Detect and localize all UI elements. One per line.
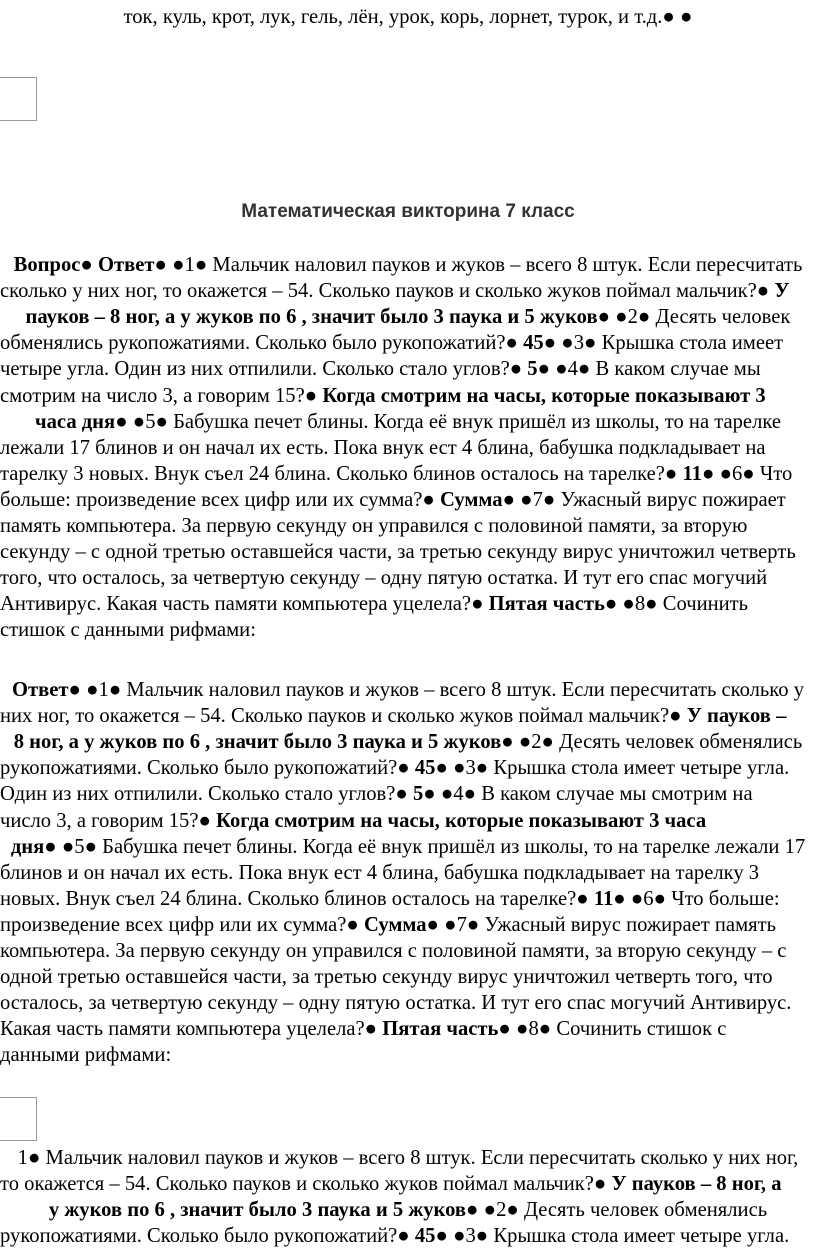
text-line (0, 513, 816, 539)
answer-text: часа дня● (35, 410, 128, 433)
text-line (0, 591, 816, 617)
answer-text: пауков – 8 ног, а у жуков по 6 , значит было 3 паука и 5 жуков● (25, 306, 611, 329)
answer-text: Сумма● (434, 488, 516, 511)
question-text: секунду – с одной третью оставшейся части, за третью секунду вирус уничтожил четверть (0, 541, 796, 564)
text-line (0, 938, 816, 964)
rhyme-list-line: ток, куль, крот, лук, гель, лён, урок, корь, лорнет, турок, и т.д.● ● (123, 6, 693, 28)
question-text: ●5● Бабушка печет блины. Когда её внук пришёл из школы, то на тарелке (127, 410, 781, 433)
question-text: компьютера. За первую секунду он управился с половиной памяти, за вторую секунду – с (0, 940, 787, 962)
question-text: 1● Мальчик наловил пауков и жуков – всего 8 штук. Если пересчитать сколько у них ног, (17, 1147, 799, 1169)
text-line (0, 677, 816, 703)
question-text: ●7● Ужасный вирус пожирает (515, 488, 786, 511)
question-text: рукопожатиями. Сколько было рукопожатий?● (0, 1225, 410, 1248)
question-text: больше: произведение всех цифр или их сумма?● (0, 488, 435, 511)
question-text: ●3● Крышка стола имеет четыре угла. (447, 1225, 790, 1248)
empty-image-placeholder (0, 77, 37, 121)
question-text: ●6● Что (714, 462, 793, 485)
question-text: обменялись рукопожатиями. Сколько было рукопожатий?● (0, 332, 518, 355)
text-line (0, 1171, 816, 1197)
answer-text: У пауков – 8 ног, а (606, 1173, 782, 1196)
empty-image-placeholder-2 (0, 1097, 37, 1141)
question-text: ●7● Ужасный вирус пожирает память (439, 913, 776, 936)
question-text: ●1● Мальчик наловил пауков и жуков – всего 8 штук. Если пересчитать сколько у (80, 679, 804, 701)
text-line (0, 1197, 816, 1223)
text-line (0, 1145, 816, 1171)
text-line (0, 487, 816, 513)
question-text: ●2● Десять человек обменялись (478, 1199, 768, 1222)
page-title: Математическая викторина 7 класс (241, 201, 575, 222)
answer-text: Ответ● (11, 679, 81, 701)
text-line (0, 278, 816, 304)
text-line (0, 912, 816, 938)
text-line (0, 304, 816, 330)
question-text: того, что осталось, за четвертую секунду – одну пятую остатка. И тут его спас могучий (0, 567, 768, 590)
text-line (0, 252, 816, 278)
text-line (0, 539, 816, 565)
text-line (0, 834, 816, 860)
answer-text: 45● (517, 332, 557, 355)
answer-text: У пауков – (681, 705, 787, 728)
answer-text: дня● (10, 835, 57, 858)
question-text: произведение всех цифр или их сумма?● (0, 913, 359, 936)
answer-text: у жуков по 6 , значит было 3 паука и 5 жуков● (48, 1199, 479, 1222)
question-text: тарелку 3 новых. Внук съел 24 блина. Сколько блинов осталось на тарелке?● (0, 462, 678, 485)
text-line (0, 964, 816, 990)
question-text: ●2● Десять человек обменялись (513, 731, 803, 754)
answer-text: 5● (522, 358, 551, 381)
answer-text: Вопрос● Ответ● (13, 254, 167, 276)
text-line (0, 1042, 816, 1068)
answer-text: Когда смотрим на часы, которые показывают 3 (317, 384, 766, 407)
answer-text: 45● (409, 1225, 448, 1248)
answer-text: 8 ног, а у жуков по 6 , значит было 3 паука и 5 жуков● (13, 731, 514, 754)
answer-text: 11● (677, 462, 715, 485)
question-text: память компьютера. За первую секунду он управился с половиной памяти, за вторую (0, 515, 748, 537)
question-text: лежали 17 блинов и он начал их есть. Пока внук ест 4 блина, бабушка подкладывает на (0, 436, 766, 459)
text-line (0, 383, 816, 409)
answer-text: Сумма● (358, 913, 439, 936)
question-text: ●4● В каком случае мы (550, 358, 761, 381)
question-text: ●8● Сочинить стишок с (510, 1018, 727, 1041)
text-line (0, 617, 816, 643)
question-text: ●5● Бабушка печет блины. Когда её внук пришёл из школы, то на тарелке лежали 17 (56, 835, 806, 858)
question-text: сколько у них ног, то окажется – 54. Сколько пауков и сколько жуков поймал мальчик?● (0, 280, 770, 303)
question-text: них ног, то окажется – 54. Сколько пауков и сколько жуков поймал мальчик?● (0, 705, 682, 728)
question-text: ●8● Сочинить (617, 593, 749, 616)
question-text: ●6● Что больше: (625, 887, 780, 910)
text-line (0, 755, 816, 781)
question-text: Какая часть памяти компьютера уцелела?● (0, 1018, 378, 1041)
text-line (0, 886, 816, 912)
answer-text: 11● (588, 887, 626, 910)
text-line (0, 461, 816, 487)
question-text: четыре угла. Один из них отпилили. Сколько стало углов?● (0, 358, 523, 381)
question-text: то окажется – 54. Сколько пауков и сколько жуков поймал мальчик?● (0, 1173, 607, 1196)
answer-text: Пятая часть● (377, 1018, 511, 1041)
text-line (0, 729, 816, 755)
text-line (0, 1016, 816, 1042)
question-text: новых. Внук съел 24 блина. Сколько блинов осталось на тарелке?● (0, 887, 589, 910)
text-line (0, 860, 816, 886)
text-line (0, 435, 816, 461)
answer-text: Когда смотрим на часы, которые показывают 3 часа (210, 809, 707, 832)
question-text: рукопожатиями. Сколько было рукопожатий?● (0, 757, 410, 780)
text-line (0, 565, 816, 591)
text-line (0, 330, 816, 356)
text-line (0, 808, 816, 834)
question-text: ●3● Крышка стола имеет четыре угла. (447, 757, 790, 780)
question-text: смотрим на число 3, а говорим 15?● (0, 384, 318, 407)
question-text: блинов и он начал их есть. Пока внук ест 4 блина, бабушка подкладывает на тарелку 3 (0, 861, 760, 884)
question-text: данными рифмами: (0, 1044, 172, 1067)
question-text: ●3● Крышка стола имеет (556, 332, 784, 355)
answer-text: 5● (407, 783, 436, 806)
question-text: число 3, а говорим 15?● (0, 809, 211, 832)
answer-text: Пятая часть● (483, 593, 618, 616)
text-line (0, 1223, 816, 1249)
question-text: осталось, за четвертую секунду – одну пятую остатка. И тут его спас могучий Антивирус. (0, 992, 792, 1015)
question-text: Один из них отпилили. Сколько стало углов?● (0, 783, 408, 806)
question-text: стишок с данными рифмами: (0, 619, 256, 642)
text-line (0, 781, 816, 807)
text-line (0, 356, 816, 382)
answer-text: 45● (409, 757, 448, 780)
text-line (0, 703, 816, 729)
text-line (0, 409, 816, 435)
text-line (0, 990, 816, 1016)
question-text: Антивирус. Какая часть памяти компьютера уцелела?● (0, 593, 484, 616)
question-text: ●4● В каком случае мы смотрим на (435, 783, 753, 806)
question-text: одной третью оставшейся части, за третью секунду вирус уничтожил четверть того, что (0, 966, 773, 989)
question-text: ●1● Мальчик наловил пауков и жуков – всего 8 штук. Если пересчитать (166, 254, 803, 276)
question-text: ●2● Десять человек (610, 306, 791, 329)
answer-text: У (769, 280, 790, 303)
